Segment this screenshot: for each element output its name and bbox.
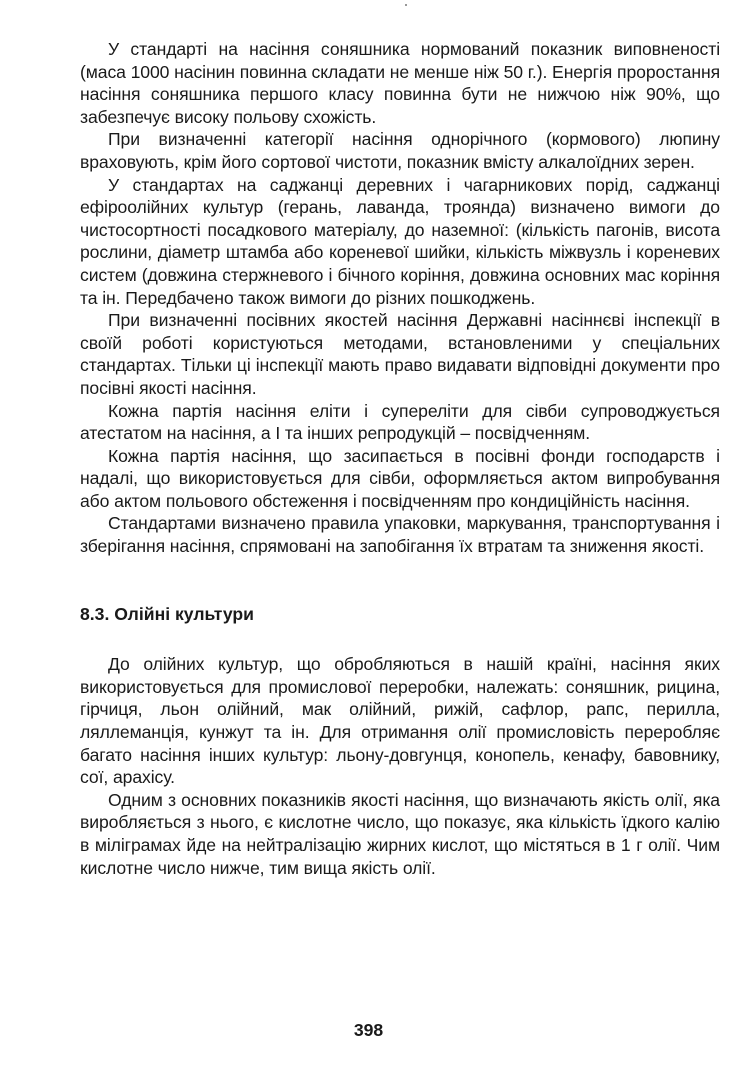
page-number: 398 — [353, 1020, 384, 1040]
paragraph: При визначенні категорії насіння однорічного (кормового) люпину враховують, крім його сортової чистоти, показник вмісту алкалоїдних зерен. — [80, 129, 720, 172]
paragraph: При визначенні посівних якостей насіння Державні насіннєві інспекції в своїй роботі користуються методами, встановленими у спеціальних стандартах. Тільки ці інспекції мають право видавати відповідні документи про посівні якості насіння. — [80, 310, 720, 398]
paragraph: Стандартами визначено правила упаковки, маркування, транспортування і зберігання насіння, спрямовані на запобігання їх втратам та зниження якості. — [80, 513, 720, 557]
paragraph: У стандартах на саджанці деревних і чагарникових порід, саджанці ефіроолійних культур (герань, лаванда, троянда) визначено вимоги до чистосортності посадкового матеріалу, до наземної: (кількість пагонів, висота рослини, діаметр штамба або кореневої шийки, кількість міжвузль і кореневих систем (довжина стержневого і бічного коріння, довжина основних мас коріння та ін. Передбачено також вимоги до різних пошкоджень. — [80, 174, 720, 308]
paragraph: У стандарті на насіння соняшника нормований показник виповненості (маса 1000 насінин повинна складати не менше ніж 50 г.). Енергія проростання насіння соняшника першого класу повинна бути не нижчою ніж 90%, що забезпечує високу польову схожість. — [80, 39, 720, 127]
scan-mark — [405, 4, 407, 6]
page-content — [80, 38, 720, 879]
paragraph: До олійних культур, що обробляються в нашій країні, насіння яких використовується для промислової переробки, належать: соняшник, рицина, гірчиця, льон олійний, мак олійний, рижій, сафлор, рапс, перилла, ляллеманція, кунжут та ін. Для отримання олії промисловість переробляє багато насіння інших культур: льону-довгунця, конопель, кенафу, бавовнику, сої, арахісу. — [80, 654, 720, 788]
paragraph: Кожна партія насіння еліти і супереліти для сівби супроводжується атестатом на насіння, а І та інших репродукцій – посвідченням. — [80, 400, 720, 444]
section-heading: 8.3. Олійні культури — [80, 603, 254, 624]
paragraph: Одним з основних показників якості насіння, що визначають якість олії, яка виробляється з нього, є кислотне число, що показує, яка кількість їдкого калію в міліграмах йде на нейтралізацію жирних кислот, що містяться в 1 г олії. Чим кислотне число нижче, тим вища якість олії. — [80, 789, 720, 878]
paragraph: Кожна партія насіння, що засипається в посівні фонди господарств і надалі, що використовується для сівби, оформляється актом випробування або актом польового обстеження і посвідченням про кондиційність насіння. — [80, 445, 720, 511]
